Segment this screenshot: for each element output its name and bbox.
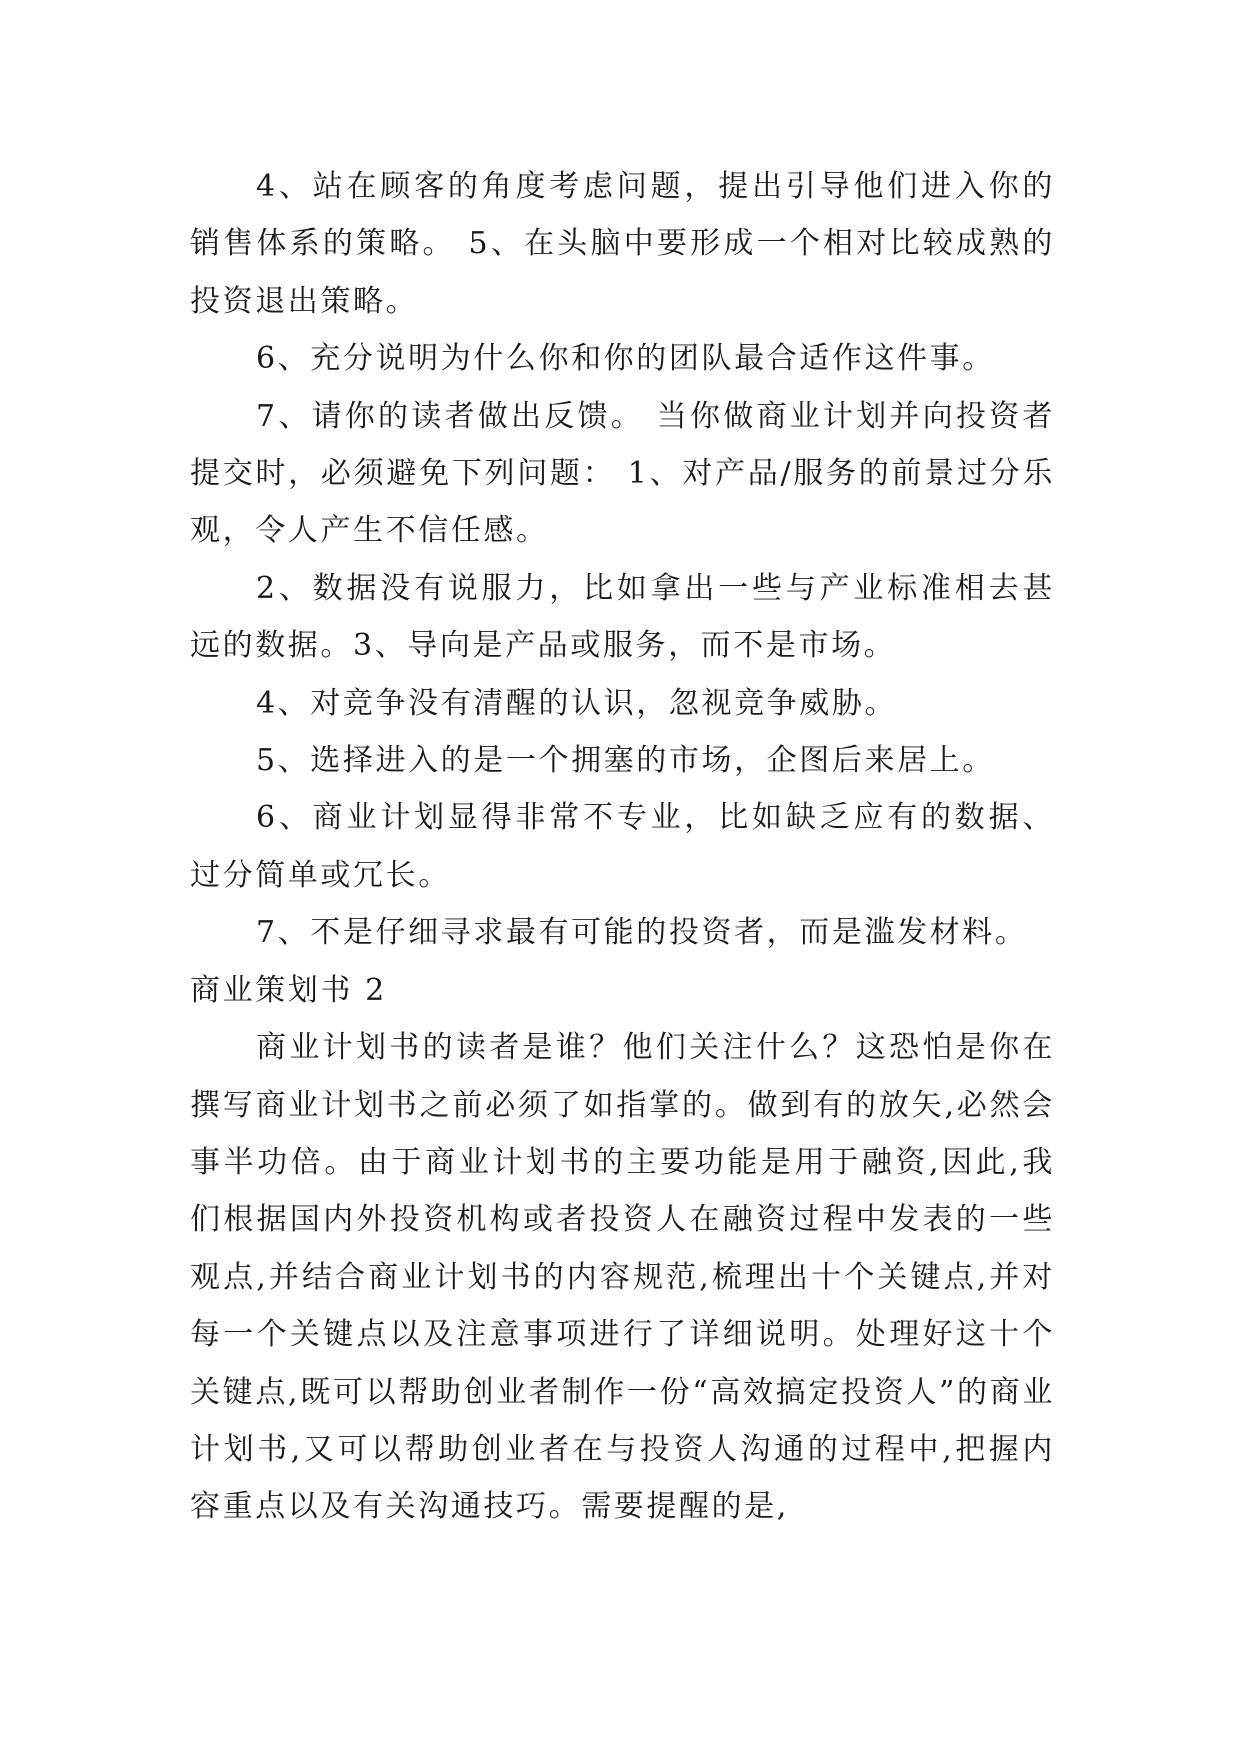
section-heading: 商业策划书 2 bbox=[190, 972, 387, 1008]
paragraph: 6、商业计划显得非常不专业，比如缺乏应有的数据、过分简单或冗长。 bbox=[190, 800, 1055, 893]
document-body bbox=[190, 158, 1055, 1536]
paragraph: 5、选择进入的是一个拥塞的市场，企图后来居上。 bbox=[256, 743, 995, 779]
paragraph: 4、对竞争没有清醒的认识，忽视竞争威胁。 bbox=[256, 685, 898, 721]
paragraph: 6、充分说明为什么你和你的团队最合适作这件事。 bbox=[256, 341, 995, 377]
paragraph: 7、请你的读者做出反馈。 当你做商业计划并向投资者提交时，必须避免下列问题： 1、对产品/服务的前景过分乐观，令人产生不信任感。 bbox=[190, 398, 1055, 549]
paragraph: 7、不是仔细寻求最有可能的投资者，而是滥发材料。 bbox=[256, 915, 1028, 951]
paragraph: 商业计划书的读者是谁？他们关注什么？这恐怕是你在撰写商业计划书之前必须了如指掌的。做到有的放矢,必然会事半功倍。由于商业计划书的主要功能是用于融资,因此,我们根据国内外投资机构或者投资人在融资过程中发表的一些观点,并结合商业计划书的内容规范,梳理出十个关键点,并对每一个关键点以及注意事项进行了详细说明。处理好这十个关键点,既可以帮助创业者制作一份“高效搞定投资人”的商业计划书,又可以帮助创业者在与投资人沟通的过程中,把握内容重点以及有关沟通技巧。需要提醒的是, bbox=[190, 1030, 1055, 1525]
paragraph: 2、数据没有说服力，比如拿出一些与产业标准相去甚远的数据。3、导向是产品或服务，而不是市场。 bbox=[190, 570, 1055, 664]
paragraph: 4、站在顾客的角度考虑问题，提出引导他们进入你的销售体系的策略。 5、在头脑中要形成一个相对比较成熟的投资退出策略。 bbox=[190, 169, 1055, 319]
